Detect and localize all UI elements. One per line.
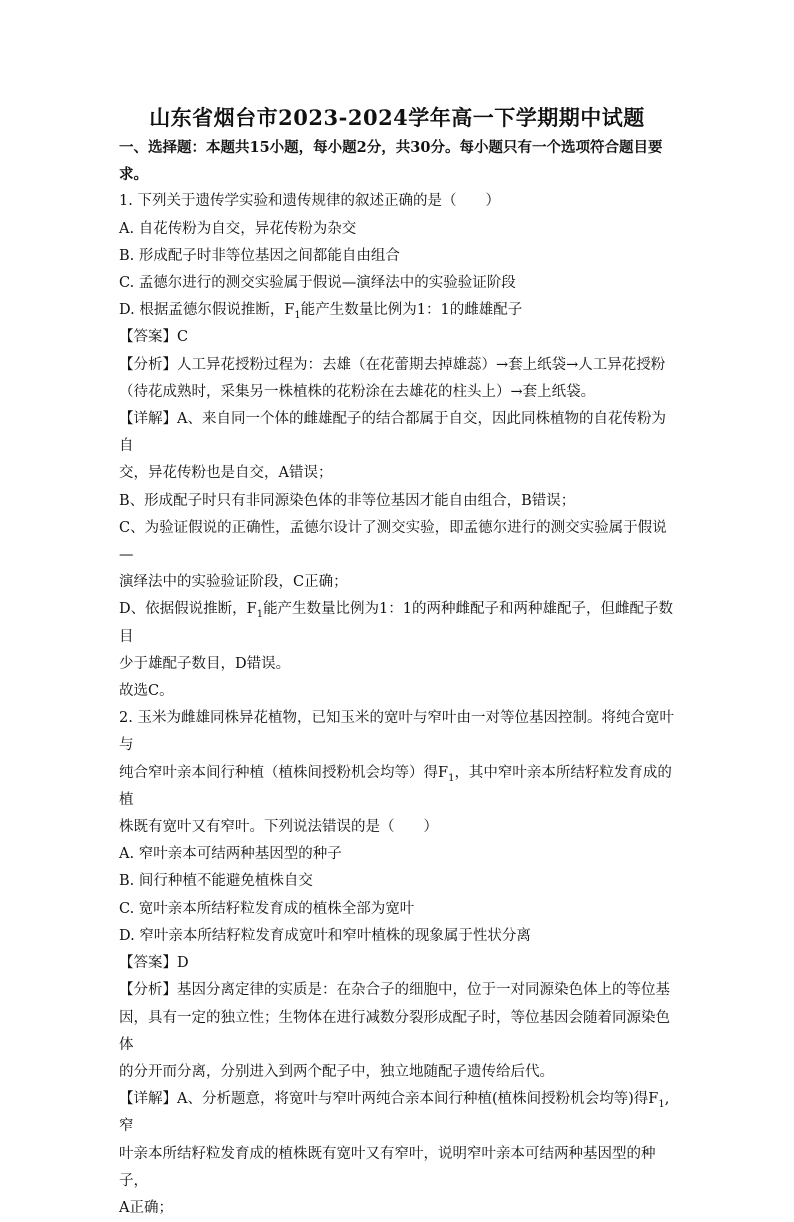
text-segment: 纯合窄叶亲本间行种植（植株间授粉机会均等）得F [119, 764, 449, 781]
question-1-detail-d [119, 596, 679, 650]
question-2-analysis: 【分析】基因分离定律的实质是：在杂合子的细胞中，位于一对同源染色体上的等位基 [119, 982, 670, 999]
section-heading-cont: 求。 [119, 166, 148, 184]
question-2-stem-cont [119, 760, 679, 814]
subscript: 1 [256, 609, 264, 621]
question-2-detail-cont: 叶亲本所结籽粒发育成的植株既有宽叶又有窄叶，说明窄叶亲本可结两种基因型的种子， [119, 1145, 656, 1189]
question-1-detail-b: B、形成配子时只有非同源染色体的非等位基因才能自由组合，B错误； [119, 492, 576, 509]
question-1-detail-cont: 交，异花传粉也是自交，A错误； [119, 465, 333, 482]
text-segment: D. 根据孟德尔假说推断，F [119, 302, 295, 319]
page-title: 山东省烟台市2023-2024学年高一下学期期中试题 [149, 105, 645, 130]
question-2-analysis-end: 的分开而分离，分别进入到两个配子中，独立地随配子遗传给后代。 [119, 1063, 554, 1080]
question-2-stem-end: 株既有宽叶又有窄叶。下列说法错误的是（ ） [119, 819, 438, 836]
question-1-option-d [119, 297, 679, 324]
question-1-option-a: A. 自花传粉为自交，异花传粉为杂交 [119, 220, 357, 237]
question-2-option-d: D. 窄叶亲本所结籽粒发育成宽叶和窄叶植株的现象属于性状分离 [119, 927, 531, 944]
question-2-answer: 【答案】D [119, 955, 189, 972]
question-2-stem: 2. 玉米为雌雄同株异花植物，已知玉米的宽叶与窄叶由一对等位基因控制。将纯合宽叶与 [119, 710, 674, 754]
question-2-option-b: B. 间行种植不能避免植株自交 [119, 873, 313, 890]
text-segment: 【详解】A、分析题意，将宽叶与窄叶两纯合亲本间行种植(植株间授粉机会均等)得F [119, 1091, 659, 1108]
question-1-option-c: C. 孟德尔进行的测交实验属于假说—演绎法中的实验验证阶段 [119, 275, 516, 292]
question-2-option-c: C. 宽叶亲本所结籽粒发育成的植株全部为宽叶 [119, 900, 415, 917]
question-1-detail-d-cont: 少于雄配子数目，D错误。 [119, 655, 291, 672]
question-1-option-b: B. 形成配子时非等位基因之间都能自由组合 [119, 247, 400, 264]
text-segment: ，其中窄叶亲本所结籽粒发育成的植 [119, 764, 672, 808]
question-1-conclusion: 故选C。 [119, 683, 174, 700]
document-body [119, 134, 679, 1222]
text-segment: ,窄 [119, 1091, 670, 1135]
question-1-answer: 【答案】C [119, 329, 189, 346]
question-1-detail: 【详解】A、来自同一个体的雌雄配子的结合都属于自交，因此同株植物的自花传粉为自 [119, 411, 666, 455]
question-2-option-a: A. 窄叶亲本可结两种基因型的种子 [119, 846, 342, 863]
question-1-detail-c-cont: 演绎法中的实验验证阶段，C正确； [119, 574, 348, 591]
subscript: 1 [448, 772, 455, 784]
question-2-detail [119, 1086, 679, 1140]
question-1-stem: 1. 下列关于遗传学实验和遗传规律的叙述正确的是（ ） [119, 193, 500, 210]
text-segment: 能产生数量比例为1：1的两种雌配子和两种雄配子，但雌配子数目 [119, 601, 674, 645]
question-2-detail-end: A正确； [119, 1199, 173, 1216]
question-1-analysis: 【分析】人工异花授粉过程为：去雄（在花蕾期去掉雄蕊）→套上纸袋→人工异花授粉 [119, 356, 666, 373]
question-1-detail-c: C、为验证假说的正确性，孟德尔设计了测交实验，即孟德尔进行的测交实验属于假说— [119, 519, 667, 564]
section-heading: 一、选择题：本题共15小题，每小题2分，共30分。每小题只有一个选项符合题目要 [119, 139, 663, 156]
text-segment: 能产生数量比例为1：1的雌雄配子 [300, 302, 523, 319]
subscript: 1 [294, 310, 301, 322]
text-segment: D、依据假说推断，F [119, 601, 257, 618]
subscript: 1 [658, 1099, 665, 1110]
question-2-analysis-cont: 因，具有一定的独立性；生物体在进行减数分裂形成配子时，等位基因会随着同源染色体 [119, 1009, 670, 1053]
question-1-analysis-cont: （待花成熟时，采集另一株植株的花粉涂在去雄花的柱头上）→套上纸袋。 [119, 383, 596, 400]
